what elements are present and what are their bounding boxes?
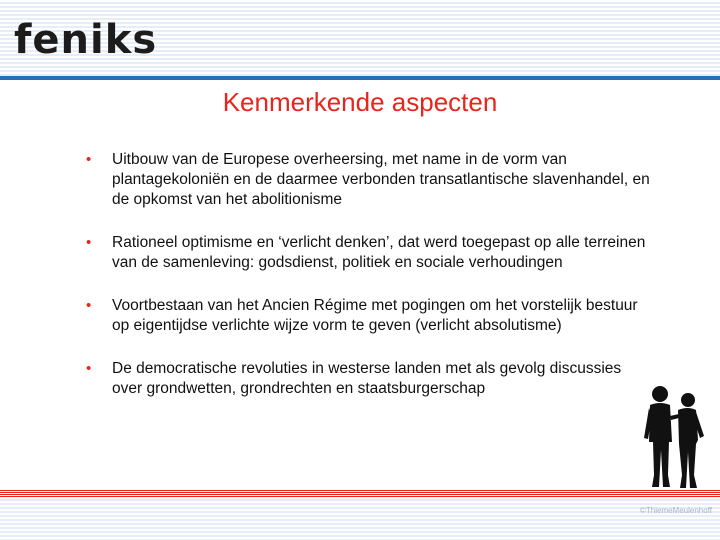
bullet-item <box>86 150 652 210</box>
copyright-text: ©ThiemeMeulenhoff <box>639 506 712 515</box>
bullet-icon: • <box>86 151 92 168</box>
footer-band <box>0 497 720 540</box>
bullet-text: Uitbouw van de Europese overheersing, met name in de vorm van plantagekoloniën en de daarmee verbonden transatlantische slavenhandel, en de opkomst van het abolitionisme <box>112 151 650 208</box>
bullet-icon: • <box>86 234 92 251</box>
bullet-list <box>86 150 652 422</box>
bullet-item <box>86 233 652 273</box>
bullet-text: De democratische revoluties in westerse landen met als gevolg discussies over grondwetten, grondrechten en staatsburgerschap <box>112 360 622 397</box>
bullet-item <box>86 359 652 399</box>
slide-title: Kenmerkende aspecten <box>222 87 498 117</box>
people-silhouette-icon <box>640 380 710 492</box>
bullet-icon: • <box>86 297 92 314</box>
footer-divider <box>0 490 720 497</box>
feniks-logo: feniks <box>14 17 158 63</box>
bullet-text: Voortbestaan van het Ancien Régime met pogingen om het vorstelijk bestuur op eigentijdse verlichte wijze vorm te geven (verlicht absolutisme) <box>112 297 638 334</box>
bullet-item <box>86 296 652 336</box>
bullet-text: Rationeel optimisme en ‘verlicht denken’, dat werd toegepast op alle terreinen van de samenleving: godsdienst, politiek en sociale verhoudingen <box>112 234 646 271</box>
bullet-icon: • <box>86 360 92 377</box>
header-divider <box>0 76 720 80</box>
